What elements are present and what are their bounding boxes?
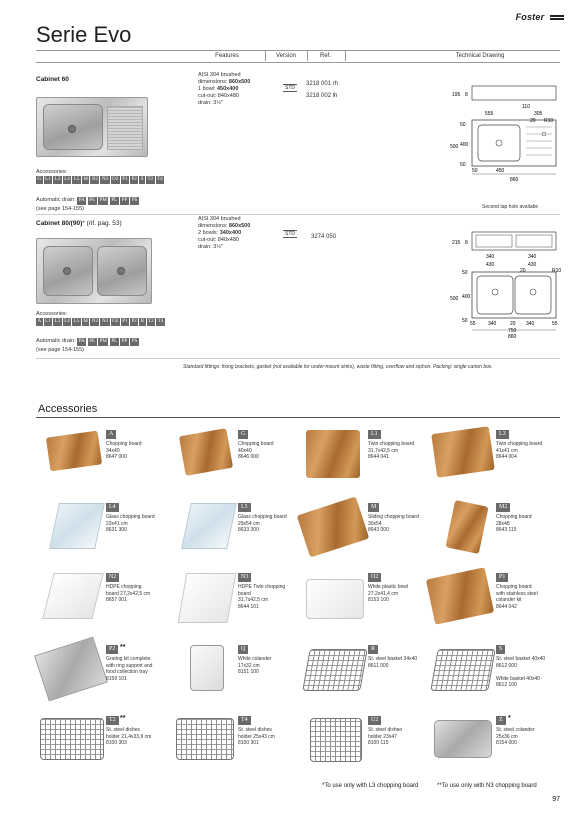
accessory-badge[interactable]: L5 [73, 177, 80, 182]
accessory-description: St. steel basket 40x40 8612 000 White basket 40x40 8612 100 [496, 656, 546, 688]
accessory-badge[interactable]: N2 [91, 319, 98, 324]
drain-badge[interactable]: PA [78, 339, 85, 344]
accessory-item[interactable] [172, 430, 282, 508]
dim-55a: 55 [470, 321, 476, 327]
accessory-item[interactable] [40, 644, 153, 723]
accessory-item[interactable] [40, 503, 155, 581]
accessory-description: Chopping board 28x48 8643 115 [496, 514, 532, 533]
accessory-code: N2 [106, 573, 119, 582]
accessory-code: L3 [496, 430, 509, 439]
technical-drawing-cabinet-60 [448, 82, 560, 202]
accessory-badge[interactable]: L1 [45, 177, 51, 182]
chopping-board-image [445, 500, 488, 554]
dim-50a: 50 [460, 122, 466, 128]
drain-badge[interactable]: PL [111, 198, 118, 203]
accessory-star: ** [120, 644, 126, 651]
sink-image-cabinet-60 [36, 97, 148, 157]
accessories-label: Accessories: [36, 169, 68, 175]
accessory-description: White plastic bowl 27,2x41,4 cm 8153 100 [368, 584, 409, 603]
dim-215: 215 [452, 240, 461, 246]
accessory-code: O2 [368, 573, 381, 582]
accessory-badge[interactable]: N2 [91, 177, 98, 182]
accessory-description: Grating kit complete with ring support and food collection tray 8159 101 [106, 656, 153, 682]
accessory-description: Chopping board 34x40 8647 000 [106, 441, 142, 460]
drain-badge[interactable]: PS [131, 339, 138, 344]
accessory-badge[interactable]: L1 [45, 319, 51, 324]
chopping-board-image [46, 431, 102, 472]
version-std: STD [285, 85, 295, 91]
dim-500: 500 [450, 144, 459, 150]
dim-r10: R10 [552, 268, 562, 274]
accessory-code: S [496, 645, 505, 654]
steel-basket-image [430, 649, 495, 691]
dim-195: 195 [452, 92, 461, 98]
accessory-star: * [508, 715, 511, 722]
dishes-holder-image [40, 718, 104, 760]
dim-430a: 430 [486, 262, 495, 268]
accessory-item[interactable] [430, 645, 546, 723]
accessory-badge[interactable]: T2 [147, 177, 154, 182]
brand-bars-icon [550, 14, 564, 21]
accessory-badge[interactable]: M [83, 177, 88, 182]
glass-board-image [181, 503, 237, 549]
accessory-description: Twin chopping board 41x41 cm 8644 004 [496, 441, 543, 460]
column-ref: Ref. [319, 53, 331, 59]
dim-400: 400 [462, 294, 471, 300]
hdpe-twin-board-image [178, 573, 237, 623]
page-title: Serie Evo [36, 22, 132, 47]
accessory-badge[interactable]: R [140, 319, 145, 324]
drain-badge[interactable]: PS [131, 198, 138, 203]
brand-logo [516, 12, 564, 22]
dim-8: 8 [465, 92, 468, 98]
product-ref: 3274 050 [311, 234, 337, 240]
dim-305: 305 [534, 111, 543, 117]
dim-8: 8 [465, 240, 468, 246]
accessory-item[interactable] [172, 716, 282, 794]
accessory-item[interactable] [40, 573, 150, 651]
drain-badge[interactable]: PA [78, 198, 85, 203]
product-refs: 3218 001 rh 3218 002 lh [306, 81, 339, 99]
version-std: STD [285, 231, 295, 237]
dim-50a: 50 [462, 270, 468, 276]
accessory-badge[interactable]: P1 [122, 319, 128, 324]
sliding-board-image [297, 496, 370, 557]
dim-20: 20 [520, 268, 526, 274]
accessory-item[interactable] [430, 573, 540, 651]
dim-340a: 340 [486, 254, 495, 260]
dim-750: 750 [508, 328, 517, 334]
accessory-description: White colander 17x32 cm 8151 100 [238, 656, 272, 675]
footnote-n3: **To use only with N3 chopping board [437, 783, 537, 789]
column-separator [345, 51, 346, 61]
accessory-code: G [238, 430, 248, 439]
accessories-label: Accessories: [36, 311, 68, 317]
dim-400: 400 [460, 142, 469, 148]
accessory-badge[interactable]: O2 [112, 319, 119, 324]
accessory-code: T4 [238, 716, 251, 725]
accessory-badge[interactable]: P2 [131, 177, 137, 182]
see-page: (see page 154-155) [36, 206, 85, 212]
accessory-item[interactable] [302, 645, 418, 723]
column-version: Version [275, 53, 296, 59]
accessory-badge[interactable]: T4 [157, 319, 164, 324]
accessory-badge[interactable]: A [37, 319, 42, 324]
accessories-divider [36, 417, 560, 418]
accessory-description: Chopping board 40x40 8646 000 [238, 441, 274, 460]
column-technical-drawing: Technical Drawing [455, 53, 505, 59]
auto-drain-row: Automatic drain: PA PE PM PL PP PS [36, 338, 138, 344]
drain-badge[interactable]: PM [99, 339, 107, 344]
drawing-note: Second tap hole availabe [482, 204, 539, 210]
accessory-description: St. steel basket 34x40 8611 000 [368, 656, 418, 669]
accessory-code: L1 [368, 430, 381, 439]
dim-340d: 340 [526, 321, 535, 327]
glass-board-image [49, 503, 105, 549]
accessory-star: ** [120, 715, 126, 722]
accessory-code: P1 [496, 573, 508, 582]
dim-860: 860 [510, 177, 519, 183]
accessory-description: HDPE chopping board 27,2x42,5 cm 8657 001 [106, 584, 151, 603]
plastic-bowl-image [306, 579, 364, 619]
accessory-code: U2 [368, 716, 381, 725]
accessory-badges [36, 176, 166, 184]
dim-500: 500 [450, 296, 459, 302]
accessory-code: Q [238, 645, 248, 654]
product-features: AISI 304 brushed dimensions: 860x500 2 bowls: 340x400 cut-out: 840x480 drain: 3½" [198, 216, 251, 250]
page-number: 97 [552, 796, 560, 803]
footnote-l3: *To use only with L3 chopping board [322, 783, 419, 789]
drain-badge[interactable]: PE [89, 198, 96, 203]
accessory-badge[interactable]: L4 [64, 177, 70, 182]
dim-20: 20 [530, 118, 536, 124]
standard-fittings-note: Standard fittings: fixing brackets, gasket (not available for under-mount sinks), waste fitting, overflow and siphon. Packing: single carton box. [183, 364, 493, 370]
product-divider [36, 214, 560, 215]
accessory-description: St. steel colander 25x36 cm 8154 000 [496, 727, 535, 746]
accessory-description: Glass chopping board 23x41 cm 8631 300 [106, 514, 155, 533]
accessory-description: Glass chopping board 29x54 cm 8633 300 [238, 514, 287, 533]
dim-430b: 430 [528, 262, 537, 268]
column-features: Features [215, 53, 239, 59]
accessory-code: N3 [238, 573, 251, 582]
brand-name: Foster [515, 12, 545, 22]
accessory-badge[interactable]: N3 [101, 319, 109, 324]
accessory-badge[interactable]: L3 [54, 319, 61, 324]
accessory-code: A [106, 430, 116, 439]
header-divider-top [36, 50, 560, 51]
dim-110: 110 [522, 104, 530, 110]
drain-badge[interactable]: PE [89, 339, 96, 344]
accessory-code: M2 [496, 503, 510, 512]
steel-colander-image [434, 720, 492, 758]
drain-badge[interactable]: PM [99, 198, 107, 203]
drain-badge[interactable]: PL [111, 339, 118, 344]
dim-340b: 340 [528, 254, 537, 260]
dim-340c: 340 [488, 321, 497, 327]
accessory-item[interactable] [172, 645, 282, 723]
auto-drain-row: Automatic drain: PA PE PM PL PP PS [36, 197, 138, 203]
dim-860: 860 [508, 334, 517, 340]
accessory-item[interactable] [40, 716, 150, 794]
accessory-badge[interactable]: P2 [131, 319, 137, 324]
dim-55b: 55 [552, 321, 558, 327]
accessory-description: Sliding chopping board 30x54 8643 000 [368, 514, 419, 533]
drain-badge[interactable]: PP [121, 339, 128, 344]
accessory-description: Chopping board with stainless steel colander kit 8644 042 [496, 584, 538, 610]
dim-50c: 50 [472, 168, 478, 174]
accessory-badge[interactable]: L3 [54, 177, 61, 182]
accessory-code: Z [496, 716, 506, 725]
dishes-holder-image [310, 718, 362, 762]
accessory-badge[interactable]: M [83, 319, 88, 324]
accessory-description: St. steel disheo holder 23x47 8100 115 [368, 727, 403, 746]
accessory-code: M [368, 503, 379, 512]
grating-kit-image [34, 637, 108, 702]
accessory-item[interactable] [430, 430, 543, 508]
accessory-code: L4 [106, 503, 119, 512]
sink-image-cabinet-80 [36, 238, 152, 304]
accessory-badge[interactable]: T2 [148, 319, 154, 324]
see-page: (see page 154-155) [36, 347, 85, 353]
twin-chopping-board-image [306, 430, 360, 478]
accessory-description: St. steel dishes holder 21,4x33,9 cm 8100 303 [106, 727, 152, 746]
accessory-item[interactable] [172, 503, 287, 581]
accessory-item[interactable] [302, 430, 415, 508]
accessory-description: Twin chopping board 31,7x42,5 cm 8644 041 [368, 441, 415, 460]
accessory-badge[interactable]: L5 [73, 319, 80, 324]
accessory-badge[interactable]: S [140, 177, 144, 182]
accessory-item[interactable] [40, 430, 150, 508]
accessory-item[interactable] [172, 573, 286, 651]
hdpe-board-image [42, 573, 103, 619]
product-divider [36, 358, 560, 359]
board-colander-image [426, 567, 494, 624]
product-name: Cabinet 60 [36, 76, 69, 83]
accessory-code: P2 [106, 645, 118, 654]
steel-basket-image [302, 649, 367, 691]
dim-50b: 50 [460, 162, 466, 168]
accessory-code: T2 [106, 716, 119, 725]
header-divider-bottom [36, 62, 560, 63]
accessory-badge[interactable]: L4 [64, 319, 70, 324]
accessory-code: L5 [238, 503, 251, 512]
accessory-badge[interactable]: G [37, 177, 42, 182]
dim-20b: 20 [510, 321, 516, 327]
technical-drawing-cabinet-80 [448, 228, 568, 340]
dim-r10: R10 [544, 118, 554, 124]
accessory-description: HDPE Twin chopping board 31,7x42,5 cm 8644 101 [238, 584, 286, 610]
accessory-code: R [368, 645, 378, 654]
accessory-item[interactable] [302, 503, 419, 581]
chopping-board-image [179, 428, 233, 476]
accessory-description: St. steel dishes holder 25x43 cm 8100 301 [238, 727, 275, 746]
accessory-badge[interactable]: O2 [112, 177, 119, 182]
accessory-badge[interactable]: N3 [101, 177, 109, 182]
accessory-item[interactable] [302, 573, 412, 651]
dishes-holder-image [176, 718, 234, 760]
drain-badge[interactable]: PP [121, 198, 128, 203]
dim-450: 450 [496, 168, 505, 174]
product-name: Cabinet 80/(90)* (rif. pag. 53) [36, 220, 122, 227]
accessory-badge[interactable]: T4 [157, 177, 163, 182]
dim-50b: 50 [462, 318, 468, 324]
accessory-badge[interactable]: P1 [122, 177, 128, 182]
accessories-title: Accessories [38, 403, 98, 415]
product-features: AISI 304 brushed dimensions: 860x500 1 bowl: 450x400 cut-out: 840x480 drain: 3½" [198, 72, 251, 106]
twin-chopping-board-image [431, 426, 495, 478]
dim-555: 555 [485, 111, 494, 117]
white-colander-image [190, 645, 224, 691]
accessory-badges [36, 318, 166, 326]
